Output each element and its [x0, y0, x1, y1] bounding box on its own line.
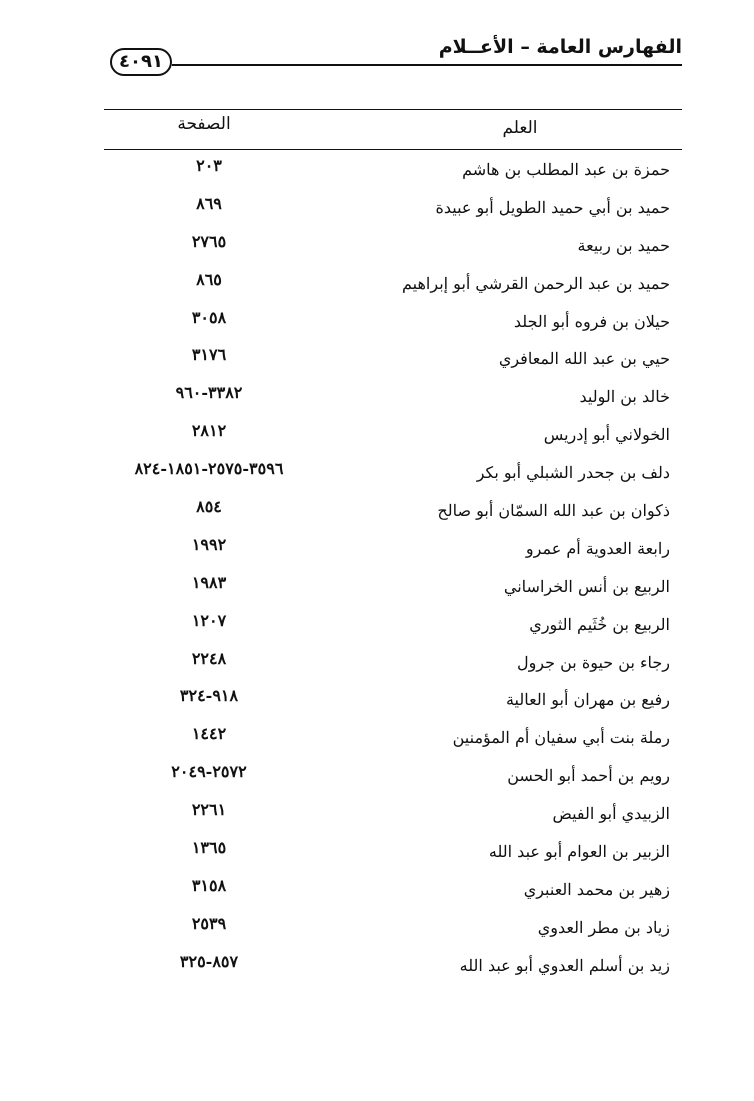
page-number: ٤٠٩١	[110, 48, 172, 76]
entry-pages: ٨٦٩	[196, 193, 222, 213]
entry-pages: ٨٥٧-٣٢٥	[179, 951, 239, 971]
header-title: الفهارس العامة – الأعــلام	[438, 36, 682, 58]
entry-pages: ٢٢٦١	[191, 800, 227, 820]
entry-name: رابعة العدوية أم عمرو	[525, 538, 670, 558]
entry-name: دلف بن جحدر الشبلي أبو بكر	[476, 463, 670, 483]
table-row	[104, 948, 682, 986]
entry-name: زياد بن مطر العدوي	[537, 917, 670, 937]
entry-name: زيد بن أسلم العدوي أبو عبد الله	[459, 955, 670, 975]
entry-pages: ٢٥٧٢-٢٠٤٩	[171, 762, 247, 782]
entry-name: الربيع بن أنس الخراساني	[503, 576, 670, 596]
table-row	[104, 531, 682, 569]
entry-pages: ٢٢٤٨	[191, 648, 227, 668]
entry-name: رفيع بن مهران أبو العالية	[505, 690, 670, 710]
entry-pages: ٣١٥٨	[191, 875, 227, 895]
column-header-name: العلم	[502, 118, 538, 138]
table-row	[104, 569, 682, 607]
table-row	[104, 228, 682, 266]
table-row	[104, 758, 682, 796]
table-row	[104, 266, 682, 304]
entry-name: الربيع بن خُثَيم الثوري	[529, 614, 670, 634]
table-row	[104, 379, 682, 417]
entry-pages: ٩١٨-٣٢٤	[179, 686, 239, 706]
table-row	[104, 872, 682, 910]
entry-pages: ٢٥٣٩	[191, 913, 227, 933]
entry-pages: ١٣٦٥	[191, 838, 227, 858]
entry-name: الخولاني أبو إدريس	[543, 425, 670, 445]
table-row	[104, 417, 682, 455]
table-row	[104, 304, 682, 342]
entry-pages: ١٩٩٢	[191, 534, 227, 554]
table-row	[104, 682, 682, 720]
table-head-rule	[104, 149, 682, 150]
column-header-page: الصفحة	[177, 114, 231, 134]
entry-name: زهير بن محمد العنبري	[523, 879, 670, 899]
table-row	[104, 796, 682, 834]
table-row	[104, 341, 682, 379]
entry-pages: ٢٧٦٥	[191, 231, 227, 251]
table-row	[104, 607, 682, 645]
entry-pages: ٣٣٨٢-٩٦٠	[175, 383, 243, 403]
entry-pages: ٢٨١٢	[191, 421, 227, 441]
entry-pages: ١٩٨٣	[191, 572, 227, 592]
table-row	[104, 720, 682, 758]
entry-name: حميد بن عبد الرحمن القرشي أبو إبراهيم	[402, 273, 670, 293]
entry-name: حميد بن أبي حميد الطويل أبو عبيدة	[435, 197, 670, 217]
entry-pages: ٣١٧٦	[191, 345, 227, 365]
table-row	[104, 152, 682, 190]
entry-name: حيلان بن فروه أبو الجلد	[513, 311, 670, 331]
entry-name: رملة بنت أبي سفيان أم المؤمنين	[452, 728, 670, 748]
entry-pages: ٨٥٤	[196, 497, 222, 517]
entry-pages: ٨٦٥	[196, 269, 222, 289]
entry-pages: ١٢٠٧	[191, 610, 227, 630]
entry-name: رويم بن أحمد أبو الحسن	[507, 766, 670, 786]
entry-pages: ١٤٤٢	[191, 724, 227, 744]
index-table	[104, 152, 682, 986]
entry-name: حيي بن عبد الله المعافري	[498, 349, 670, 369]
entry-name: الزبيدي أبو الفيض	[552, 804, 670, 824]
entry-name: رجاء بن حيوة بن جرول	[516, 652, 670, 672]
table-row	[104, 910, 682, 948]
entry-name: ذكوان بن عبد الله السمّان أبو صالح	[437, 501, 670, 521]
header-rule	[172, 64, 682, 66]
table-row	[104, 455, 682, 493]
entry-pages: ٣٠٥٨	[191, 307, 227, 327]
table-row	[104, 190, 682, 228]
table-top-rule	[104, 109, 682, 110]
entry-name: الزبير بن العوام أبو عبد الله	[488, 842, 670, 862]
table-row	[104, 834, 682, 872]
table-row	[104, 645, 682, 683]
entry-pages: ٢٠٣	[196, 156, 222, 175]
entry-name: حمزة بن عبد المطلب بن هاشم	[462, 160, 670, 179]
table-row	[104, 493, 682, 531]
entry-pages: ٣٥٩٦-٢٥٧٥-١٨٥١-٨٢٤	[134, 459, 284, 479]
page-header	[104, 36, 682, 76]
entry-name: خالد بن الوليد	[579, 387, 670, 407]
entry-name: حميد بن ربيعة	[577, 235, 670, 255]
